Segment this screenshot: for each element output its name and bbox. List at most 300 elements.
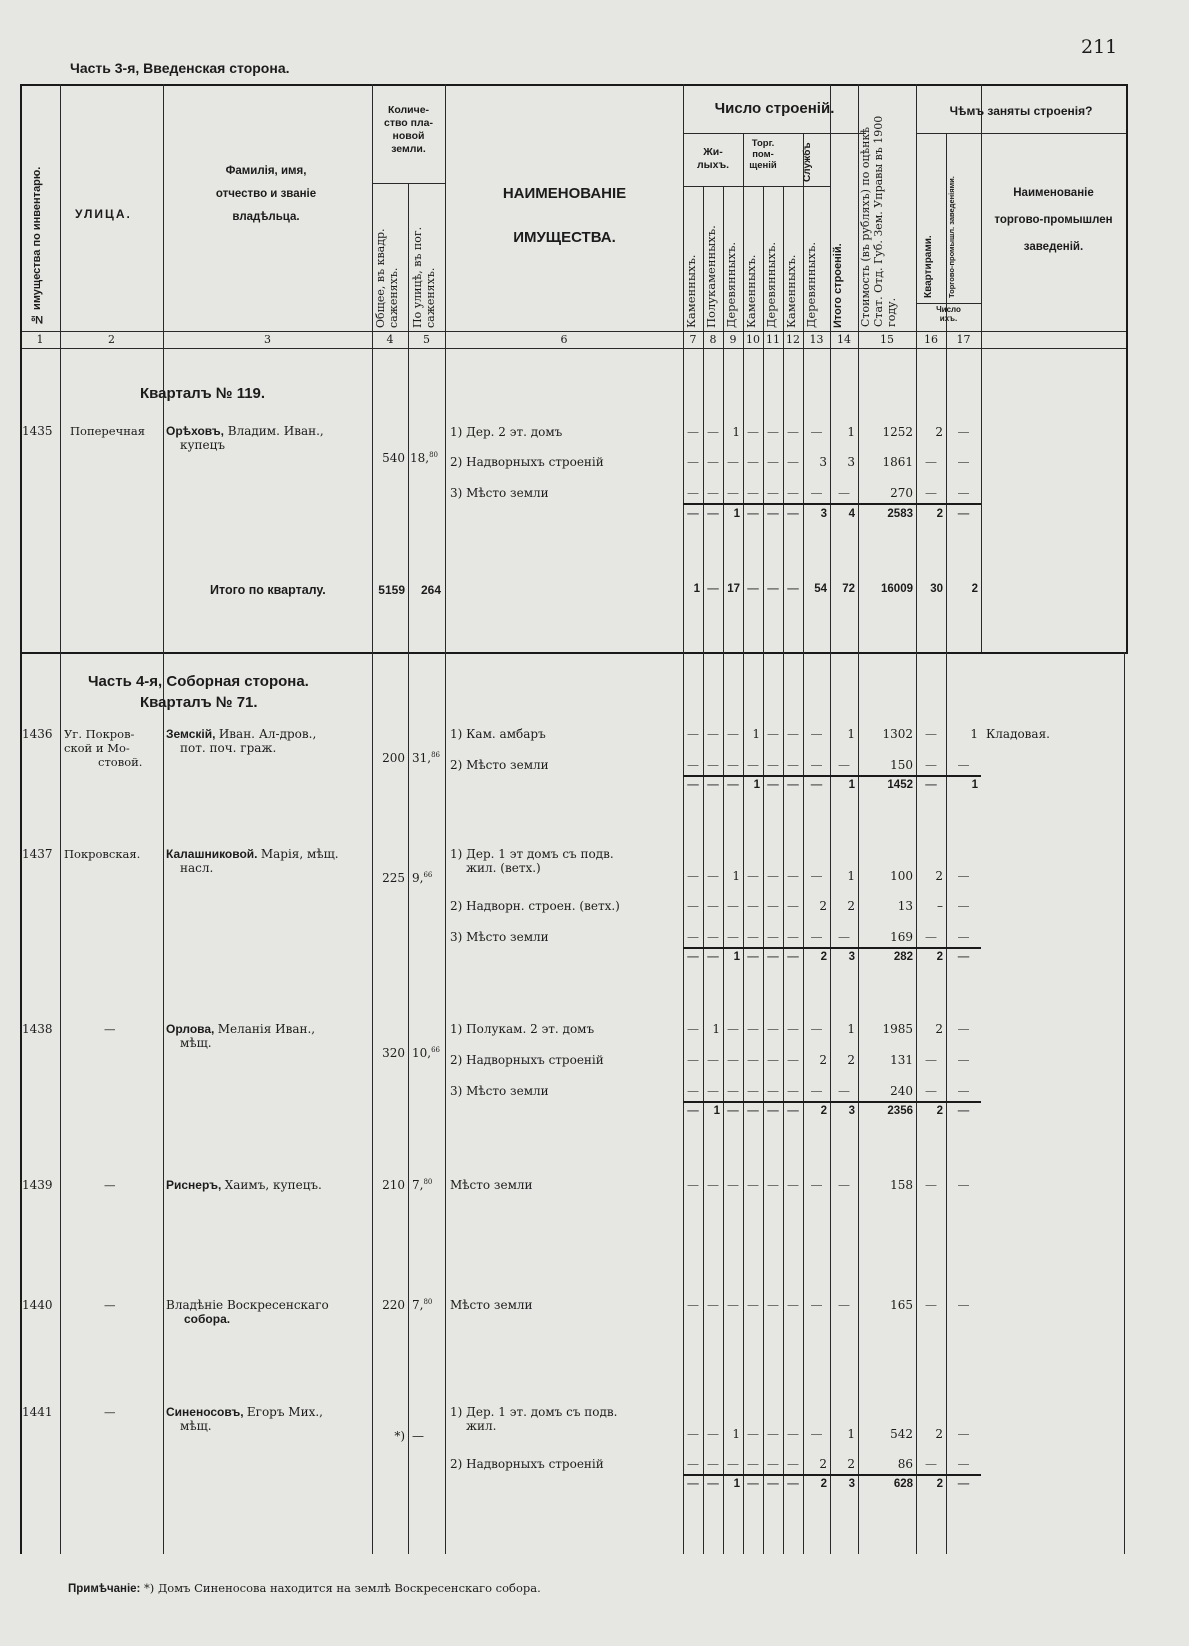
- cell-col-11: —: [767, 727, 779, 741]
- cell-col-7: —: [687, 1084, 699, 1098]
- cell-col-9: —: [727, 1457, 739, 1471]
- cell-col-14: 3: [848, 1478, 855, 1490]
- cell-col-14: —: [838, 758, 850, 772]
- cell-col-7: —: [687, 930, 699, 944]
- row-owner: [166, 1022, 315, 1036]
- cell-col-16: 2: [936, 951, 943, 963]
- row-id: 1438: [22, 1022, 53, 1036]
- cell-col-7: —: [687, 1178, 699, 1192]
- cell-col-12: —: [787, 1178, 799, 1192]
- cell-col-10: —: [747, 1298, 759, 1312]
- cell-col-15: 1861: [882, 455, 913, 469]
- cell-col-14: 1: [847, 1022, 855, 1036]
- header-owner-line3: владѣльца.: [232, 211, 300, 223]
- row-area: 540: [382, 451, 405, 465]
- cell-col-10: —: [747, 1457, 759, 1471]
- cell-col-8: —: [707, 425, 719, 439]
- cell-col-15: 1985: [882, 1022, 913, 1036]
- cell-col-8: —: [707, 1053, 719, 1067]
- owner-details: Меланія Иван.,: [217, 1022, 316, 1036]
- header-land-amount: [372, 104, 445, 156]
- row-area: *): [394, 1429, 405, 1443]
- cell-col-15: 1452: [887, 779, 913, 791]
- header-residential-line2: лыхъ.: [696, 159, 730, 171]
- cell-col-16: —: [925, 1178, 937, 1192]
- row-street: Уг. Покров-: [64, 727, 135, 741]
- front-sup: 66: [423, 871, 433, 879]
- cell-col-13: —: [810, 930, 823, 944]
- subtotal-rule: [683, 947, 981, 949]
- owner-details: Иван. Ал-дров.,: [218, 727, 317, 741]
- cell-col-14: 1: [847, 425, 855, 439]
- cell-col-11: —: [767, 930, 779, 944]
- owner-surname: Калашниковой.: [166, 847, 261, 861]
- cell-col-12: —: [787, 1457, 799, 1471]
- column-number: 14: [837, 333, 851, 346]
- header-col15: Стоимость (въ рубляхъ) по оцѣнкѣ Стат. Отд. Губ. Зем. Управы въ 1900 году.: [859, 115, 898, 327]
- header-col10: Каменныхъ.: [744, 254, 758, 328]
- cell-col-13: 2: [819, 1457, 827, 1471]
- cell-col-9: 1: [733, 508, 740, 520]
- item-name: 1) Полукам. 2 эт. домъ: [450, 1022, 595, 1036]
- front-sup: 80: [429, 451, 439, 459]
- header-col14: Итого строеній.: [832, 243, 844, 328]
- cell-col-15: 1302: [882, 727, 913, 741]
- cell-col-12: —: [787, 1105, 799, 1117]
- owner-surname: Орѣховъ,: [166, 424, 224, 438]
- cell-col-11: —: [767, 1022, 779, 1036]
- row-area: 200: [382, 751, 405, 765]
- item-name: 2) Надворн. строен. (ветх.): [450, 899, 620, 913]
- cell-col-16: 2: [935, 869, 943, 883]
- header-enterprise-name: [981, 180, 1126, 261]
- cell-col-7: —: [687, 899, 699, 913]
- item-name: 1) Дер. 1 эт домъ съ подв.: [450, 847, 614, 861]
- row-front: 10,66: [412, 1046, 441, 1060]
- column-number: 7: [689, 333, 697, 346]
- cell-col-13: —: [810, 779, 823, 791]
- cell-col-12: —: [787, 1427, 799, 1441]
- cell-col-16: 2: [935, 1022, 943, 1036]
- cell-col-12: —: [787, 727, 799, 741]
- item-name: 2) Мѣсто земли: [450, 758, 549, 772]
- owner-details: Егоръ Мих.,: [246, 1405, 323, 1419]
- column-number: 2: [108, 333, 115, 346]
- front-sup: 86: [431, 751, 441, 759]
- cell-col-17: —: [957, 930, 970, 944]
- cell-col-14: —: [838, 486, 850, 500]
- owner-rank: мѣщ.: [180, 1419, 212, 1433]
- cell-col-17: —: [957, 1478, 970, 1490]
- cell-col-11: —: [767, 1178, 779, 1192]
- cell-col-11: —: [767, 455, 779, 469]
- cell-col-11: —: [767, 1478, 779, 1490]
- cell-col-17: —: [957, 508, 970, 520]
- cell-col-7: —: [687, 1022, 699, 1036]
- row-id: 1436: [22, 727, 53, 741]
- item-name-cont: жил.: [466, 1419, 497, 1433]
- item-name: 3) Мѣсто земли: [450, 486, 549, 500]
- header-col16: Квартирами.: [923, 235, 934, 298]
- cell-col-15: 2356: [887, 1105, 913, 1117]
- header-col13: Деревянныхъ.: [804, 242, 818, 328]
- header-col9: Деревянныхъ.: [724, 242, 738, 328]
- cell-col-11: —: [767, 951, 779, 963]
- cell-col-10: —: [747, 1105, 759, 1117]
- cell-col-11: —: [767, 508, 779, 520]
- cell-col-9: 1: [733, 951, 740, 963]
- cell-col-13: 3: [819, 455, 827, 469]
- cell-col-16: 2: [936, 1105, 943, 1117]
- cell-col-9: —: [727, 1022, 739, 1036]
- total-front: 264: [420, 583, 441, 597]
- cell-col-17: —: [957, 1457, 970, 1471]
- cell-col-14: 3: [848, 1105, 855, 1117]
- cell-col-17: 2: [971, 583, 978, 595]
- cell-col-16: —: [925, 455, 937, 469]
- cell-col-12: —: [787, 455, 799, 469]
- cell-col-15: 270: [890, 486, 913, 500]
- cell-col-8: —: [707, 899, 719, 913]
- cell-col-15: 86: [897, 1457, 913, 1471]
- cell-col-7: —: [687, 1053, 699, 1067]
- header-land-line4: земли.: [391, 143, 426, 155]
- row-owner: [166, 1178, 322, 1192]
- item-name: 1) Дер. 2 эт. домъ: [450, 425, 563, 439]
- cell-col-8: 1: [712, 1022, 720, 1036]
- cell-col-12: —: [787, 583, 799, 595]
- cell-col-14: 2: [847, 1053, 855, 1067]
- cell-col-7: 1: [693, 583, 700, 595]
- row-front: 9,66: [412, 871, 433, 885]
- cell-col-9: —: [727, 930, 739, 944]
- column-number: 13: [809, 333, 824, 346]
- header-property-line1: НАИМЕНОВАНІЕ: [502, 185, 627, 202]
- column-rule: [1124, 652, 1125, 1554]
- row-street: Покровская.: [64, 847, 141, 861]
- subtotal-rule: [683, 503, 981, 505]
- row-id: 1441: [22, 1405, 53, 1419]
- row-id: 1435: [22, 424, 53, 438]
- subtotal-rule: [683, 1101, 981, 1103]
- cell-col-11: —: [767, 779, 779, 791]
- cell-col-13: —: [810, 1298, 823, 1312]
- column-number: 11: [766, 333, 780, 346]
- column-rule: [372, 84, 373, 1554]
- header-enterprise-line1: Наименованіе: [1013, 187, 1094, 199]
- cell-col-12: —: [787, 1022, 799, 1036]
- header-count-line2: ихъ.: [939, 314, 958, 323]
- cell-col-14: 2: [847, 1457, 855, 1471]
- owner-surname: Орлова,: [166, 1022, 218, 1036]
- cell-col-10: 1: [753, 779, 760, 791]
- cell-col-12: —: [787, 486, 799, 500]
- cell-col-16: –: [937, 899, 943, 913]
- cell-col-15: 131: [890, 1053, 913, 1067]
- column-number: 5: [423, 333, 430, 346]
- cell-col-17: —: [957, 1178, 970, 1192]
- header-col17: Торгово-промышл. заведеніями.: [947, 176, 956, 298]
- cell-enterprise: Кладовая.: [986, 727, 1050, 741]
- cell-col-17: —: [957, 1022, 970, 1036]
- cell-col-9: —: [727, 1178, 739, 1192]
- owner-details: Владѣніе Воскресенскаго: [166, 1298, 329, 1312]
- cell-col-17: —: [957, 899, 970, 913]
- row-id: 1437: [22, 847, 53, 861]
- cell-col-7: —: [687, 1457, 699, 1471]
- cell-col-16: —: [925, 1084, 937, 1098]
- cell-col-9: 17: [727, 583, 740, 595]
- cell-col-7: —: [687, 455, 699, 469]
- cell-col-14: —: [838, 1178, 850, 1192]
- owner-details: Хаимъ, купецъ.: [224, 1178, 322, 1192]
- cell-col-10: —: [747, 930, 759, 944]
- cell-col-10: —: [747, 508, 759, 520]
- column-rule: [60, 84, 61, 1554]
- header-count: [916, 305, 981, 323]
- cell-col-12: —: [787, 899, 799, 913]
- cell-col-16: 2: [935, 1427, 943, 1441]
- cell-col-9: —: [727, 727, 739, 741]
- cell-col-7: —: [687, 425, 699, 439]
- cell-col-12: —: [787, 758, 799, 772]
- header-service: Службъ: [802, 142, 813, 182]
- cell-col-9: —: [727, 1084, 739, 1098]
- row-street: —: [104, 1022, 116, 1036]
- cell-col-11: —: [767, 1084, 779, 1098]
- footnote-text: *) Домъ Синеносова находится на землѣ Воскресенскаго собора.: [144, 1581, 541, 1595]
- cell-col-8: 1: [713, 1105, 720, 1117]
- column-number: 15: [880, 333, 894, 346]
- owner-rank: пот. поч. граж.: [180, 741, 277, 755]
- cell-col-13: —: [810, 1178, 823, 1192]
- cell-col-15: 240: [890, 1084, 913, 1098]
- cell-col-10: —: [747, 869, 759, 883]
- header-col11: Деревянныхъ.: [764, 242, 778, 328]
- cell-col-14: 4: [848, 508, 855, 520]
- cell-col-7: —: [687, 1105, 699, 1117]
- item-name: Мѣсто земли: [450, 1298, 533, 1312]
- cell-col-10: —: [747, 486, 759, 500]
- cell-col-8: —: [707, 1178, 719, 1192]
- item-name-cont: жил. (ветх.): [466, 861, 541, 875]
- cell-col-16: 2: [935, 425, 943, 439]
- cell-col-11: —: [767, 583, 779, 595]
- cell-col-13: 2: [819, 899, 827, 913]
- column-number: 10: [746, 333, 760, 346]
- header-owner: [166, 160, 366, 229]
- total-area: 5159: [378, 583, 405, 597]
- cell-col-14: 1: [847, 869, 855, 883]
- column-rule: [803, 133, 804, 1554]
- cell-col-11: —: [767, 899, 779, 913]
- cell-col-12: —: [787, 869, 799, 883]
- cell-col-16: —: [925, 727, 937, 741]
- cell-col-7: —: [687, 779, 699, 791]
- cell-col-15: 2583: [887, 508, 913, 520]
- footnote: [68, 1581, 541, 1595]
- cell-col-8: —: [707, 1457, 719, 1471]
- item-name: Мѣсто земли: [450, 1178, 533, 1192]
- cell-col-17: —: [957, 425, 970, 439]
- cell-col-15: 282: [893, 951, 913, 963]
- cell-col-8: —: [707, 1478, 719, 1490]
- row-street-cont: стовой.: [98, 755, 143, 769]
- cell-col-13: —: [810, 758, 823, 772]
- cell-col-7: —: [687, 486, 699, 500]
- header-land-line3: новой: [392, 130, 425, 142]
- header-col8: Полукаменныхъ.: [704, 225, 718, 328]
- cell-col-8: —: [707, 1084, 719, 1098]
- cell-col-16: —: [925, 1053, 937, 1067]
- cell-col-17: 1: [971, 779, 978, 791]
- cell-col-13: —: [810, 1427, 823, 1441]
- owner-details: Марія, мѣщ.: [260, 847, 339, 861]
- column-number: 6: [560, 333, 568, 346]
- cell-col-16: —: [925, 486, 937, 500]
- cell-col-11: —: [767, 1298, 779, 1312]
- cell-col-7: —: [687, 508, 699, 520]
- cell-col-8: —: [707, 486, 719, 500]
- header-owner-line2: отчество и званіе: [215, 188, 317, 200]
- cell-col-17: —: [957, 1427, 970, 1441]
- row-front: —: [412, 1429, 424, 1443]
- row-street: —: [104, 1405, 116, 1419]
- cell-col-17: 1: [970, 727, 978, 741]
- cell-col-9: 1: [733, 1478, 740, 1490]
- cell-col-16: —: [925, 1457, 937, 1471]
- cell-col-10: —: [747, 1178, 759, 1192]
- quarter-119-title: Кварталъ № 119.: [140, 385, 266, 402]
- cell-col-16: 2: [936, 1478, 943, 1490]
- cell-col-16: —: [925, 1298, 937, 1312]
- cell-col-10: —: [747, 758, 759, 772]
- page-number: 211: [1081, 36, 1118, 58]
- cell-col-12: —: [787, 1084, 799, 1098]
- front-sup: 80: [423, 1298, 433, 1306]
- cell-col-17: —: [957, 455, 970, 469]
- item-name: 1) Дер. 1 эт. домъ съ подв.: [450, 1405, 618, 1419]
- cell-col-11: —: [767, 869, 779, 883]
- cell-col-8: —: [707, 455, 719, 469]
- cell-col-14: —: [838, 930, 850, 944]
- header-street: УЛИЦА.: [75, 207, 132, 221]
- row-front: 7,80: [412, 1298, 433, 1312]
- owner-surname: Земскій,: [166, 727, 219, 741]
- row-front: 31,86: [412, 751, 441, 765]
- cell-col-11: —: [767, 1457, 779, 1471]
- row-area: 220: [382, 1298, 405, 1312]
- header-residential: [683, 146, 743, 172]
- quarter-71-title: Кварталъ № 71.: [140, 694, 258, 711]
- front-sup: 66: [431, 1046, 441, 1054]
- column-rule: [163, 84, 164, 1554]
- row-owner: [166, 847, 339, 861]
- row-owner: [166, 727, 316, 741]
- cell-col-15: 16009: [881, 583, 913, 595]
- cell-col-12: —: [787, 930, 799, 944]
- cell-col-8: —: [707, 758, 719, 772]
- cell-col-11: —: [767, 486, 779, 500]
- header-col12: Каменныхъ.: [784, 254, 798, 328]
- item-name: 3) Мѣсто земли: [450, 1084, 549, 1098]
- cell-col-15: 169: [890, 930, 913, 944]
- header-property-line2: ИМУЩЕСТВА.: [513, 229, 616, 246]
- cell-col-16: 30: [930, 583, 943, 595]
- cell-col-10: —: [747, 1084, 759, 1098]
- header-occupied: Чѣмъ заняты строенія?: [949, 104, 1093, 118]
- item-name: 2) Надворныхъ строеній: [450, 455, 604, 469]
- cell-col-14: 1: [847, 727, 855, 741]
- column-rule: [981, 84, 982, 652]
- cell-col-13: 3: [820, 508, 827, 520]
- cell-col-12: —: [787, 1053, 799, 1067]
- cell-col-11: —: [767, 1105, 779, 1117]
- owner-surname: Риснеръ,: [166, 1178, 225, 1192]
- cell-col-8: —: [707, 1298, 719, 1312]
- cell-col-12: —: [787, 1298, 799, 1312]
- cell-col-9: 1: [732, 869, 740, 883]
- cell-col-15: 100: [890, 869, 913, 883]
- part4-title: Часть 4-я, Соборная сторона.: [88, 673, 309, 690]
- header-inventory-number: № имущества по инвентарю.: [31, 166, 43, 325]
- cell-col-10: —: [747, 899, 759, 913]
- cell-col-7: —: [687, 1427, 699, 1441]
- subtotal-rule: [683, 1474, 981, 1476]
- row-street-cont: ской и Мо-: [64, 741, 130, 755]
- cell-col-17: —: [957, 869, 970, 883]
- cell-col-15: 628: [893, 1478, 913, 1490]
- header-trade-line3: щеній: [749, 160, 777, 171]
- column-rule: [445, 84, 446, 1554]
- cell-col-15: 1252: [882, 425, 913, 439]
- row-owner: [166, 424, 324, 438]
- column-number: 9: [729, 333, 737, 346]
- cell-col-13: —: [810, 1084, 823, 1098]
- front-sup: 80: [423, 1178, 433, 1186]
- footnote-label: Примѣчаніе:: [68, 1583, 141, 1595]
- cell-col-14: 3: [848, 951, 855, 963]
- cell-col-9: —: [727, 1298, 739, 1312]
- cell-col-15: 158: [890, 1178, 913, 1192]
- cell-col-12: —: [787, 1478, 799, 1490]
- cell-col-9: —: [727, 899, 739, 913]
- cell-col-8: —: [707, 779, 719, 791]
- header-buildings-count: Число строеній.: [714, 100, 835, 117]
- column-number: 12: [786, 333, 800, 346]
- cell-col-10: —: [747, 1427, 759, 1441]
- cell-col-17: —: [957, 758, 970, 772]
- cell-col-13: —: [810, 486, 823, 500]
- header-land-line2: ство пла-: [384, 117, 433, 129]
- header-trade-line1: Торг.: [751, 138, 775, 149]
- item-name: 2) Надворныхъ строеній: [450, 1053, 604, 1067]
- cell-col-15: 542: [890, 1427, 913, 1441]
- row-front: 7,80: [412, 1178, 433, 1192]
- row-area: 320: [382, 1046, 405, 1060]
- cell-col-10: —: [747, 951, 759, 963]
- cell-col-16: —: [925, 779, 937, 791]
- cell-col-10: —: [747, 425, 759, 439]
- row-id: 1440: [22, 1298, 53, 1312]
- cell-col-17: —: [957, 1105, 970, 1117]
- cell-col-8: —: [707, 951, 719, 963]
- cell-col-8: —: [707, 727, 719, 741]
- cell-col-11: —: [767, 1053, 779, 1067]
- cell-col-15: 165: [890, 1298, 913, 1312]
- cell-col-12: —: [787, 779, 799, 791]
- row-area: 225: [382, 871, 405, 885]
